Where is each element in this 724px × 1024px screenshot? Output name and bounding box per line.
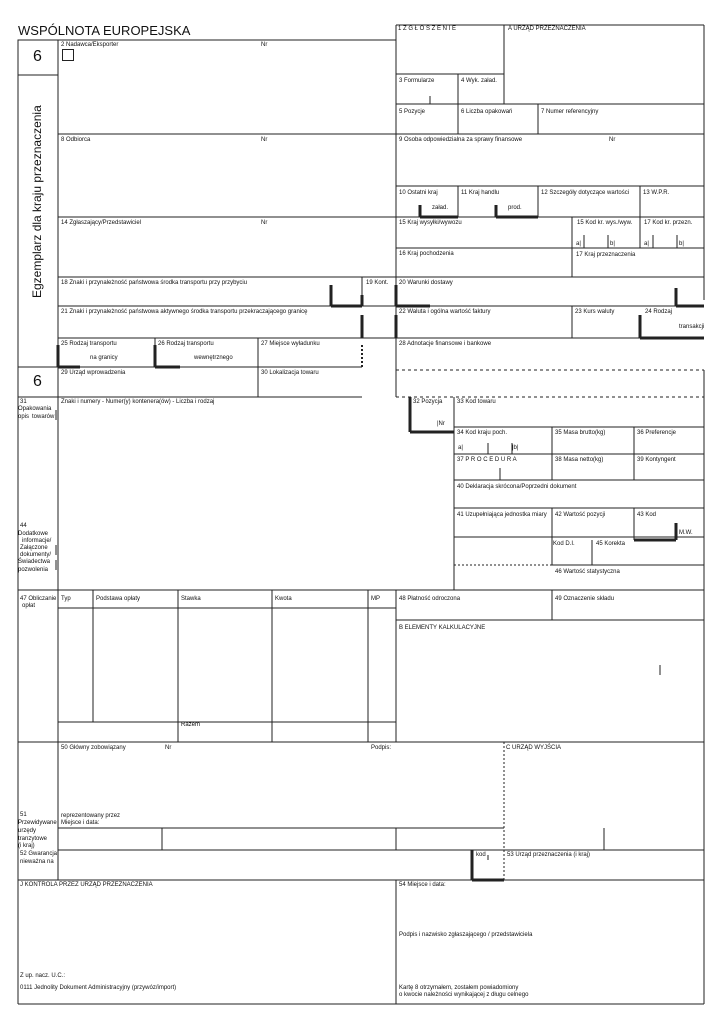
field-54: 54 Miejsce i data: (399, 882, 446, 888)
col-typ: Typ (61, 596, 71, 602)
field-51-a: 51 (20, 812, 27, 818)
razem-label: Razem (181, 722, 201, 728)
represented-by: reprezentowany przez (61, 813, 121, 819)
field-50-nr: Nr (165, 745, 172, 751)
field-6: 6 Liczba opakowań (461, 109, 513, 115)
field-podpis: Podpis: (371, 745, 392, 751)
field-34-b: |b| (512, 445, 519, 451)
field-26-sub: wewnętrznego (194, 355, 233, 361)
copy-number-lower: 6 (33, 373, 42, 390)
field-51-e: (i kraj) (18, 843, 35, 849)
field-13: 13 W.P.R. (643, 190, 670, 196)
field-36: 36 Preferencje (637, 430, 677, 436)
field-51-c: urzędy (18, 828, 37, 834)
field-51-b: Przewidywane (18, 820, 57, 826)
field-3: 3 Formularze (399, 78, 435, 84)
field-8: 8 Odbiorca (61, 137, 91, 143)
field-15-a: a| (576, 241, 581, 247)
field-44-a: 44 (20, 523, 27, 529)
field-47-sub: opłat (22, 603, 36, 609)
field-kod: kod (476, 852, 486, 858)
field-15-kod: 15 Kod kr. wys./wyw. (577, 220, 633, 226)
field-32: 32 Pozycja (413, 399, 443, 405)
field-39: 39 Kontyngent (637, 457, 676, 463)
field-35: 35 Masa brutto(kg) (555, 430, 606, 436)
zup-label: Z up. nacz. U.C.: (20, 973, 66, 979)
field-25: 25 Rodzaj transportu (61, 341, 117, 347)
field-11: 11 Kraj handlu (461, 190, 500, 196)
field-44-f: Świadectwa (18, 559, 51, 565)
field-51-d: tranzytowe (18, 836, 48, 842)
field-10-sub: załad. (432, 205, 449, 211)
field-46: 46 Wartość statystyczna (555, 569, 620, 575)
field-47: 47 Obliczanie (20, 596, 57, 602)
field-9: 9 Osoba odpowiedzialna za sprawy finansowe (399, 137, 523, 143)
field-48: 48 Płatność odroczona (399, 596, 461, 602)
field-18: 18 Znaki i przynależność państwowa środka transportu przy przybyciu (61, 280, 248, 286)
field-43-sub: M.W. (679, 530, 693, 536)
field-44-d: Załączone (20, 545, 48, 551)
field-32-nr: |Nr (437, 421, 445, 427)
field-b: B ELEMENTY KALKULACYJNE (399, 625, 486, 631)
field-49: 49 Oznaczenie składu (555, 596, 615, 602)
field-37: 37 P R O C E D U R A (457, 457, 517, 463)
field-5: 5 Pozycje (399, 109, 426, 115)
field-20: 20 Warunki dostawy (399, 280, 453, 286)
field-24-sub: transakcji (679, 324, 705, 330)
field-52-sub: nieważna na (20, 859, 54, 865)
field-43: 43 Kod (637, 512, 657, 518)
field-34: 34 Kod kraju poch. (457, 430, 508, 436)
field-15: 15 Kraj wysyłki/wywozu (399, 220, 462, 226)
col-mp: MP (371, 596, 380, 602)
field-25-sub: na granicy (90, 355, 118, 361)
field-27: 27 Miejsce wyładunku (261, 341, 320, 347)
col-stawka: Stawka (181, 596, 201, 602)
copy-number: 6 (33, 48, 42, 65)
field-34-a: a| (458, 445, 463, 451)
field-kod-di: Kod D.I. (553, 541, 575, 547)
field-11-sub: prod. (508, 205, 522, 211)
field-44-g: pozwolenia (18, 567, 49, 573)
field-8-nr: Nr (261, 137, 268, 143)
checkbox[interactable] (62, 49, 74, 61)
field-9-nr: Nr (609, 137, 616, 143)
field-19: 19 Kont. (366, 280, 389, 286)
field-22: 22 Waluta i ogólna wartość faktury (399, 309, 491, 315)
field-31-c: opis (18, 414, 30, 420)
field-44-e: dokumenty/ (20, 552, 52, 558)
footer-left: 0111 Jednolity Dokument Administracyjny (przywóz/import) (20, 985, 177, 991)
field-17-kod: 17 Kod kr. przezn. (644, 220, 693, 226)
field-31-b: Opakowania (18, 406, 52, 412)
field-j: J KONTROLA PRZEZ URZĄD PRZEZNACZENIA (20, 882, 153, 888)
form-title: WSPÓLNOTA EUROPEJSKA (18, 23, 191, 38)
field-7: 7 Numer referencyjny (541, 109, 599, 115)
field-30: 30 Lokalizacja towaru (261, 370, 319, 376)
box-1-label: 1 Z G Ł O S Z E N I E (398, 26, 457, 32)
field-14: 14 Zgłaszający/Przedstawiciel (61, 220, 142, 226)
field-44-c: informacje/ (22, 538, 52, 544)
field-4: 4 Wyk. załad. (461, 78, 497, 84)
karta-line-1: Kartę 8 otrzymałem, zostałem powiadomiony (399, 985, 519, 991)
field-50: 50 Główny zobowiązany (61, 745, 126, 751)
col-kwota: Kwota (275, 596, 292, 602)
field-33: 33 Kod towaru (457, 399, 496, 405)
field-2-nr: Nr (261, 42, 268, 48)
field-10: 10 Ostatni kraj (399, 190, 438, 196)
field-17-a: a| (644, 241, 649, 247)
field-28: 28 Adnotacje finansowe i bankowe (399, 341, 492, 347)
field-15-b: b| (610, 241, 615, 247)
field-17-b: b| (679, 241, 684, 247)
field-17: 17 Kraj przeznaczenia (576, 252, 636, 258)
field-31-desc: Znaki i numery - Numer(y) kontenera(ów) - Liczba i rodzaj (61, 399, 215, 405)
box-a-label: A URZĄD PRZEZNACZENIA (508, 26, 586, 32)
field-41: 41 Uzupełniająca jednostka miary (457, 512, 547, 518)
karta-line-2: o kwocie należności wynikającej z długu celnego (399, 992, 529, 998)
field-53: 53 Urząd przeznaczenia (i kraj) (507, 852, 591, 858)
field-29: 29 Urząd wprowadzenia (61, 370, 126, 376)
field-26: 26 Rodzaj transportu (158, 341, 214, 347)
field-16: 16 Kraj pochodzenia (399, 251, 454, 257)
field-38: 38 Masa netto(kg) (555, 457, 604, 463)
field-2: 2 Nadawca/Eksporter (61, 42, 119, 48)
field-14-nr: Nr (261, 220, 268, 226)
col-podstawa: Podstawa opłaty (96, 596, 141, 602)
place-date: Miejsce i data: (61, 820, 100, 826)
field-40: 40 Deklaracja skrócona/Poprzedni dokument (457, 484, 577, 490)
field-52: 52 Gwarancja (20, 851, 58, 857)
field-44-b: Dodatkowe (18, 531, 49, 537)
field-c: C URZĄD WYJŚCIA (506, 745, 562, 751)
field-42: 42 Wartość pozycji (555, 512, 606, 518)
field-31-d: towarów (32, 414, 55, 420)
field-45: 45 Korekta (596, 541, 626, 547)
field-54-signature: Podpis i nazwisko zgłaszającego / przedstawiciela (399, 932, 533, 938)
field-21: 21 Znaki i przynależność państwowa aktywnego środka transportu przekraczającego granicę (61, 309, 308, 315)
field-23: 23 Kurs waluty (575, 309, 615, 315)
field-24: 24 Rodzaj (645, 309, 673, 315)
field-12: 12 Szczegóły dotyczące wartości (541, 190, 630, 196)
side-label: Egzemplarz dla kraju przeznaczenia (30, 105, 44, 298)
field-31: 31 (20, 399, 27, 405)
